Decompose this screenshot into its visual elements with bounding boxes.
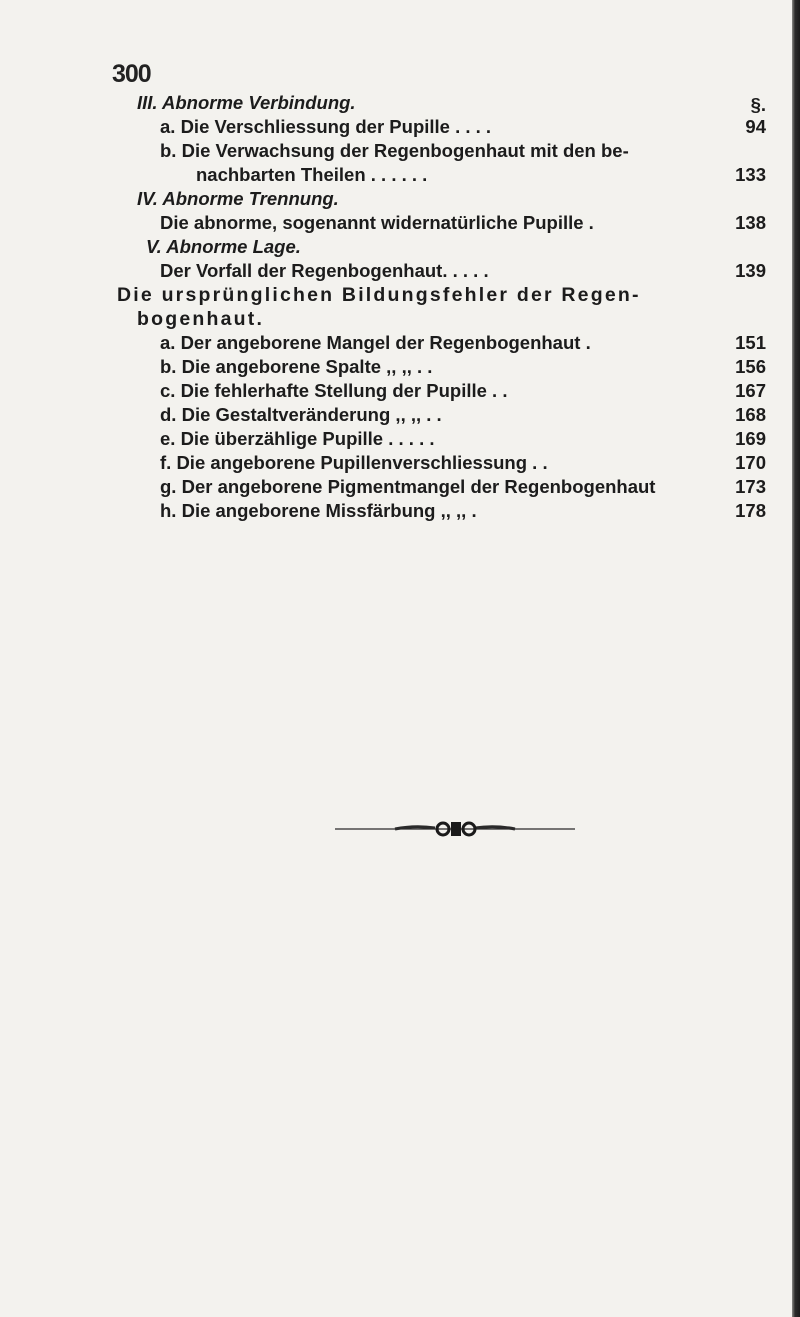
toc-entry-b: b. Die angeborene Spalte ,, ,, . . (160, 356, 433, 377)
toc-entry-g: g. Der angeborene Pigmentmangel der Regenbogenhaut (160, 476, 656, 497)
section-heading-iv: IV. Abnorme Trennung. (137, 188, 339, 209)
ornament-divider-icon (335, 819, 575, 839)
toc-entry-v: Der Vorfall der Regenbogenhaut. . . . . (160, 260, 489, 281)
toc-entry-e: e. Die überzählige Pupille . . . . . (160, 428, 435, 449)
section-heading-iii: III. Abnorme Verbindung. (137, 92, 356, 113)
section-heading-v: V. Abnorme Lage. (146, 236, 301, 257)
toc-page-h: 178 (735, 500, 766, 521)
page-number: 300 (112, 60, 151, 88)
toc-entry-iii-b: b. Die Verwachsung der Regenbogenhaut mit den be- (160, 140, 629, 161)
toc-entry-iv: Die abnorme, sogenannt widernatürliche Pupille . (160, 212, 594, 233)
toc-page-e: 169 (735, 428, 766, 449)
toc-entry-a: a. Der angeborene Mangel der Regenbogenhaut . (160, 332, 591, 353)
toc-page-g: 173 (735, 476, 766, 497)
toc-page-iii-a: 94 (745, 116, 766, 137)
toc-entry-iii-b-cont: nachbarten Theilen . . . . . . (196, 164, 428, 185)
chapter-heading: Die ursprünglichen Bildungsfehler der Regen- (117, 284, 641, 306)
section-sign: §. (750, 94, 766, 115)
toc-page-d: 168 (735, 404, 766, 425)
toc-entry-iii-a: a. Die Verschliessung der Pupille . . . . (160, 116, 492, 137)
book-page-edge (792, 0, 800, 1317)
toc-entry-d: d. Die Gestaltveränderung ,, ,, . . (160, 404, 442, 425)
toc-page-iv: 138 (735, 212, 766, 233)
toc-entry-c: c. Die fehlerhafte Stellung der Pupille . . (160, 380, 508, 401)
toc-page-a: 151 (735, 332, 766, 353)
toc-entry-h: h. Die angeborene Missfärbung ,, ,, . (160, 500, 477, 521)
toc-page-iii-b: 133 (735, 164, 766, 185)
toc-page-v: 139 (735, 260, 766, 281)
toc-entry-f: f. Die angeborene Pupillenverschliessung . . (160, 452, 548, 473)
chapter-heading-cont: bogenhaut. (137, 308, 265, 330)
toc-page-c: 167 (735, 380, 766, 401)
toc-page-f: 170 (735, 452, 766, 473)
toc-page-b: 156 (735, 356, 766, 377)
